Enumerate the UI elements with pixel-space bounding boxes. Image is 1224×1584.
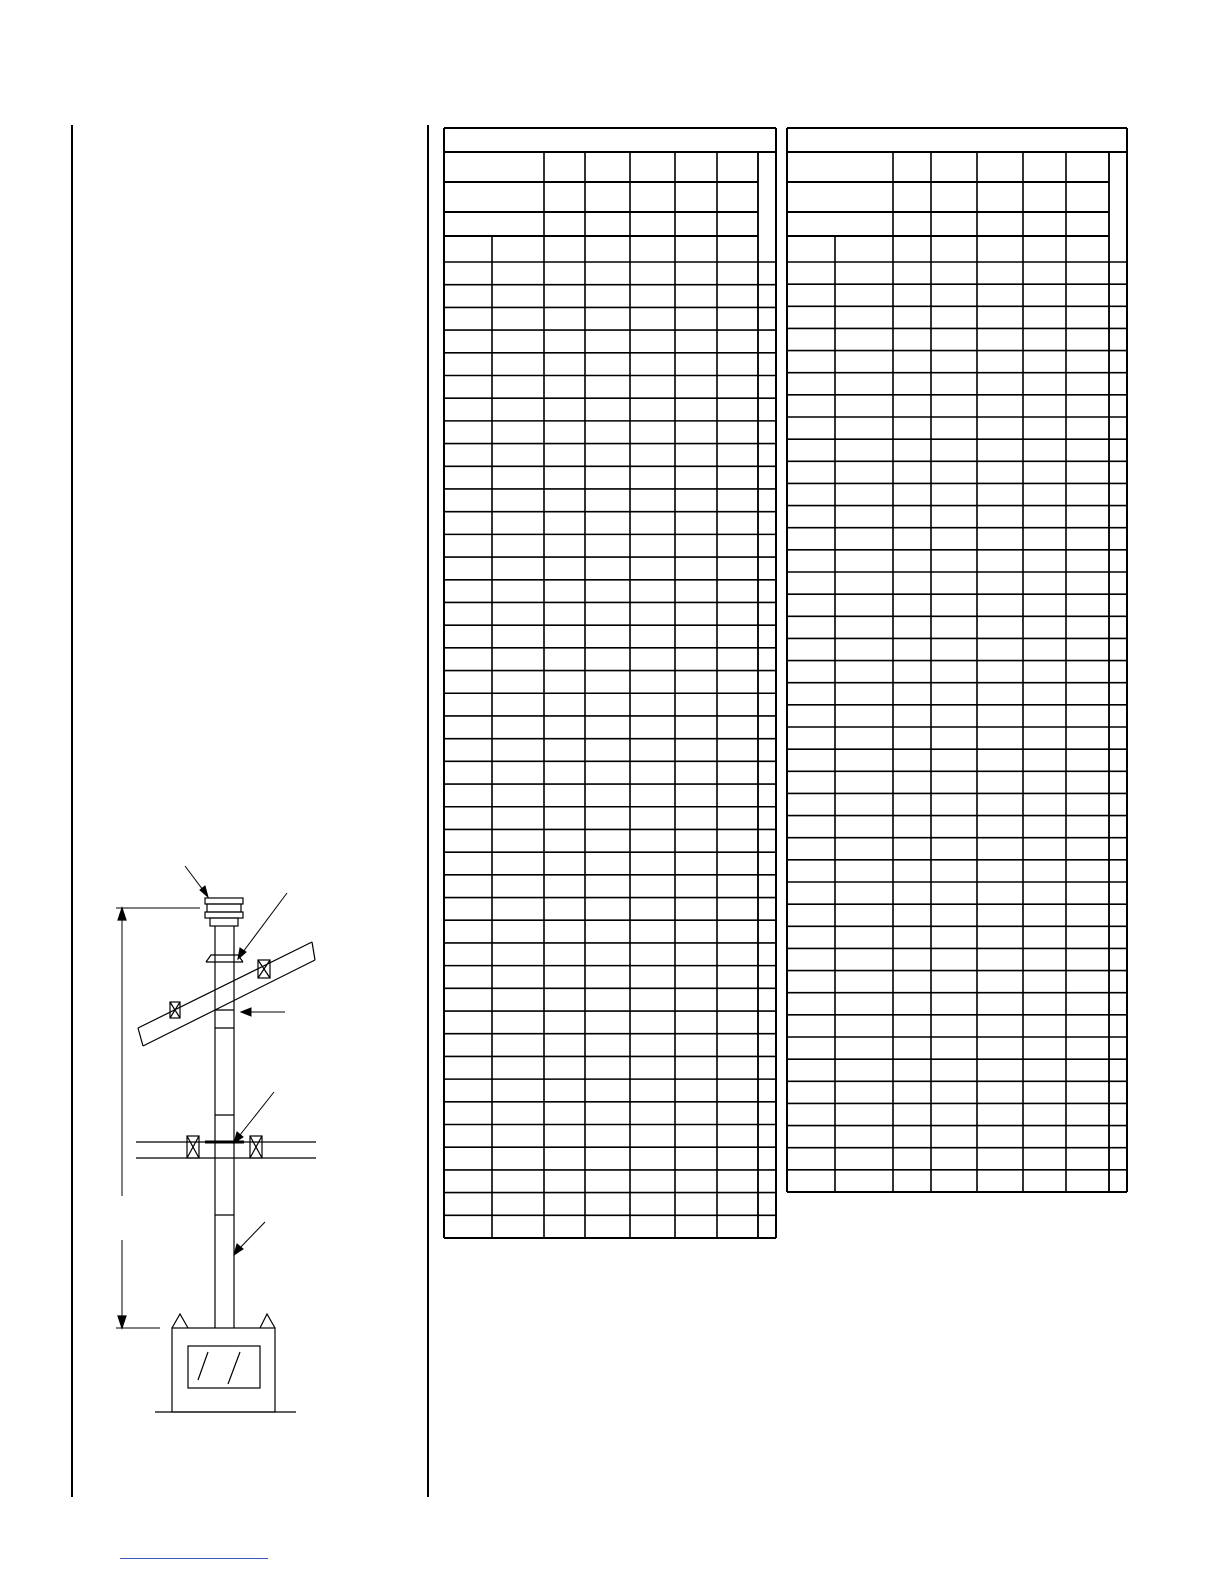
vent-pipe-icon (215, 926, 234, 1328)
fireplace-icon (155, 1314, 296, 1412)
termination-cap-icon (205, 898, 243, 926)
roof-flashing-icon (206, 955, 243, 962)
center-column-rule (427, 125, 429, 1497)
height-dimension-icon (116, 908, 200, 1328)
ceiling-joist-icon (136, 1136, 316, 1158)
roof-rafter-icon (138, 942, 315, 1046)
left-column-rule (71, 125, 73, 1497)
footer-link-underline (120, 1558, 268, 1559)
left-data-table (440, 126, 780, 1242)
callout-arrows-icon (185, 866, 287, 1255)
vent-installation-diagram (100, 855, 340, 1425)
right-data-table (783, 126, 1131, 1196)
